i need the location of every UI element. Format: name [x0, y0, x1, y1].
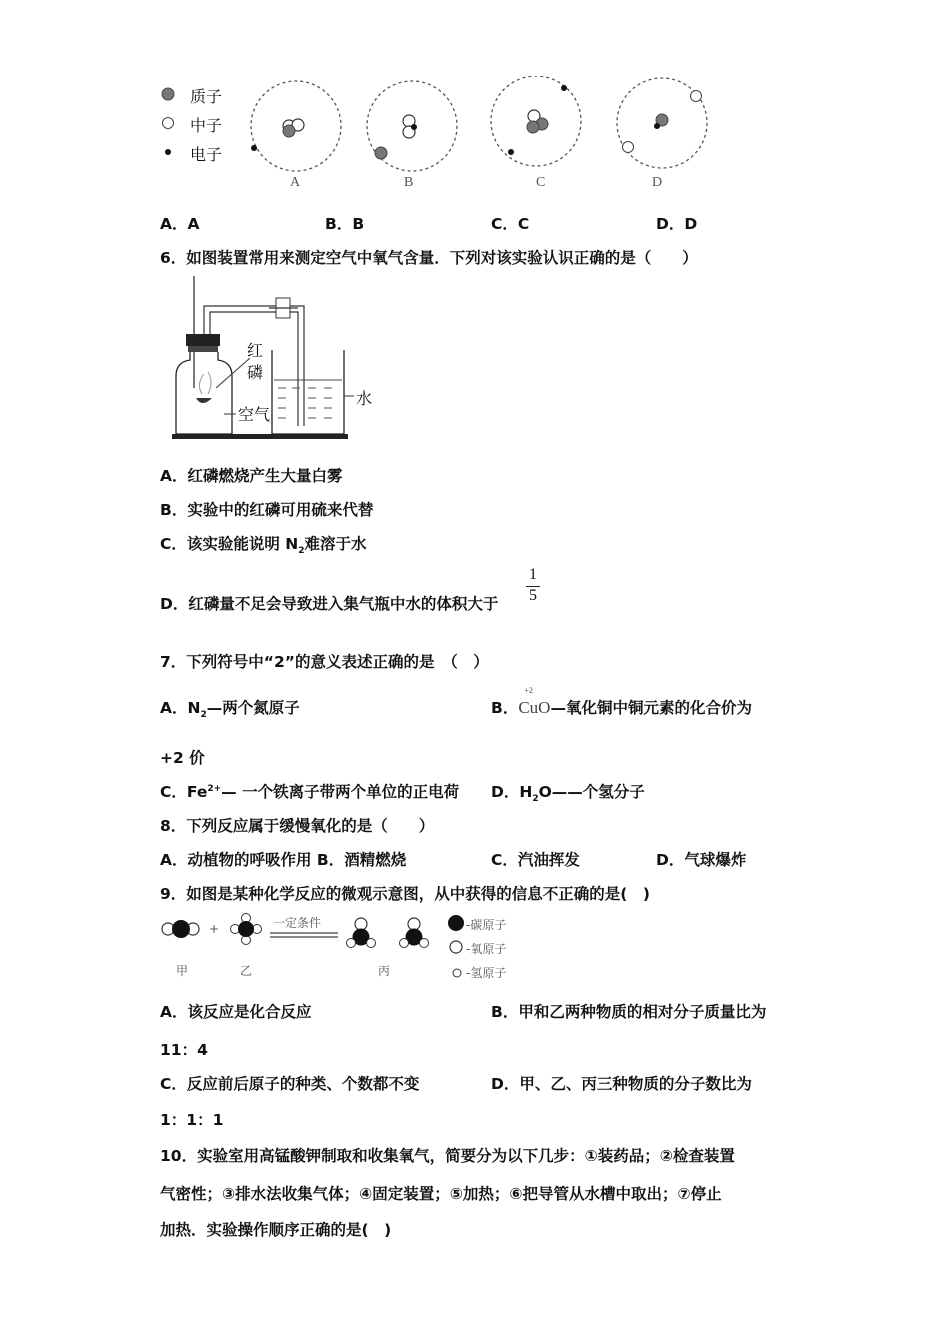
q7-option-c: C．$Fe^{2+}—$ 一个铁离子带两个单位的正电荷 [160, 783, 460, 801]
q5-option-c: C．C [491, 215, 530, 233]
q5-option-d: D．D [656, 215, 698, 233]
q8-option-c: C．汽油挥发 [491, 851, 580, 869]
label-water: 水 [356, 389, 373, 408]
q9-option-c: C．反应前后原子的种类、个数都不变 [160, 1075, 420, 1093]
label-jia: 甲 [176, 964, 189, 978]
q10-stem-line3: 加热．实验操作顺序正确的是( ) [160, 1221, 392, 1239]
atom-model-c [491, 76, 581, 166]
q9-stem: 9．如图是某种化学反应的微观示意图，从中获得的信息不正确的是( ) [160, 885, 650, 903]
legend-electron-label: 电子 [190, 145, 223, 164]
q5-option-a: A．A [160, 215, 200, 233]
label-bing: 丙 [378, 964, 391, 978]
oxygen-apparatus-diagram [168, 276, 383, 440]
atom-model-d [617, 78, 707, 168]
atom-diagrams [238, 76, 718, 196]
molecule-jia [162, 920, 199, 938]
atom-legend [158, 82, 238, 172]
q8-option-ab: A．动植物的呼吸作用 B．酒精燃烧 [160, 851, 407, 869]
q7-stem: 7．下列符号中“2”的意义表述正确的是 （ ） [160, 653, 489, 671]
neutron-symbol [163, 118, 174, 129]
q6-option-b: B．实验中的红磷可用硫来代替 [160, 501, 374, 519]
q9-option-d: D．甲、乙、丙三种物质的分子数比为 [491, 1075, 752, 1093]
hydrogen-symbol [450, 966, 464, 980]
legend-oxygen: -氧原子 [466, 942, 507, 956]
label-yi: 乙 [240, 964, 253, 978]
q6-stem: 6．如图装置常用来测定空气中氧气含量．下列对该实验认识正确的是（ ） [160, 249, 698, 267]
atom-label-c: C [536, 175, 546, 190]
atom-legend-symbols [158, 82, 178, 172]
q9-option-a: A．该反应是化合反应 [160, 1003, 312, 1021]
atom-label-a: A [290, 175, 301, 190]
atom-label-b: B [404, 175, 414, 190]
electron-symbol [165, 149, 171, 155]
legend-carbon: -碳原子 [466, 918, 507, 932]
q10-stem-line2: 气密性；③排水法收集气体；④固定装置；⑤加热；⑥把导管从水槽中取出；⑦停止 [160, 1185, 722, 1203]
q9-option-d-continued: 1：1：1 [160, 1111, 224, 1129]
plus-sign: + [209, 922, 220, 936]
q7-option-a: A．$N_2—$两个氮原子 [160, 699, 300, 721]
label-lin: 磷 [247, 363, 264, 382]
reaction-condition: 一定条件 [273, 916, 322, 930]
label-air: 空气 [238, 405, 271, 424]
proton-symbol [162, 88, 174, 100]
q5-option-b: B．B [325, 215, 365, 233]
q8-stem: 8．下列反应属于缓慢氧化的是（ ） [160, 817, 435, 835]
atom-label-d: D [652, 175, 663, 190]
q7-option-b: B． +2 CuO—氧化铜中铜元素的化合价为 [491, 686, 752, 717]
q7-option-b-continued: +2 价 [160, 749, 205, 767]
q6-option-a: A．红磷燃烧产生大量白雾 [160, 467, 343, 485]
q8-option-d: D．气球爆炸 [656, 851, 747, 869]
atom-model-b [367, 81, 457, 171]
legend-neutron-label: 中子 [190, 116, 223, 135]
q6-option-c: C．该实验能说明 $N_2$难溶于水 [160, 535, 367, 557]
molecule-bing-1 [347, 918, 376, 948]
q6-option-d: D．红磷量不足会导致进入集气瓶中水的体积大于 [160, 595, 499, 613]
legend-hydrogen: -氢原子 [466, 966, 507, 980]
q9-option-b-continued: 11：4 [160, 1041, 208, 1059]
fraction-one-fifth: 1 5 [526, 566, 540, 605]
molecule-yi [231, 914, 262, 945]
molecule-bing-2 [400, 918, 429, 948]
q10-stem-line1: 10．实验室用高锰酸钾制取和收集氧气，简要分为以下几步：①装药品；②检查装置 [160, 1147, 735, 1165]
q9-option-b: B．甲和乙两种物质的相对分子质量比为 [491, 1003, 767, 1021]
legend-proton-label: 质子 [190, 87, 223, 106]
label-hong: 红 [247, 341, 264, 360]
atom-model-a [251, 81, 341, 171]
q7-option-d: D．$H_2O——$个氢分子 [491, 783, 645, 805]
